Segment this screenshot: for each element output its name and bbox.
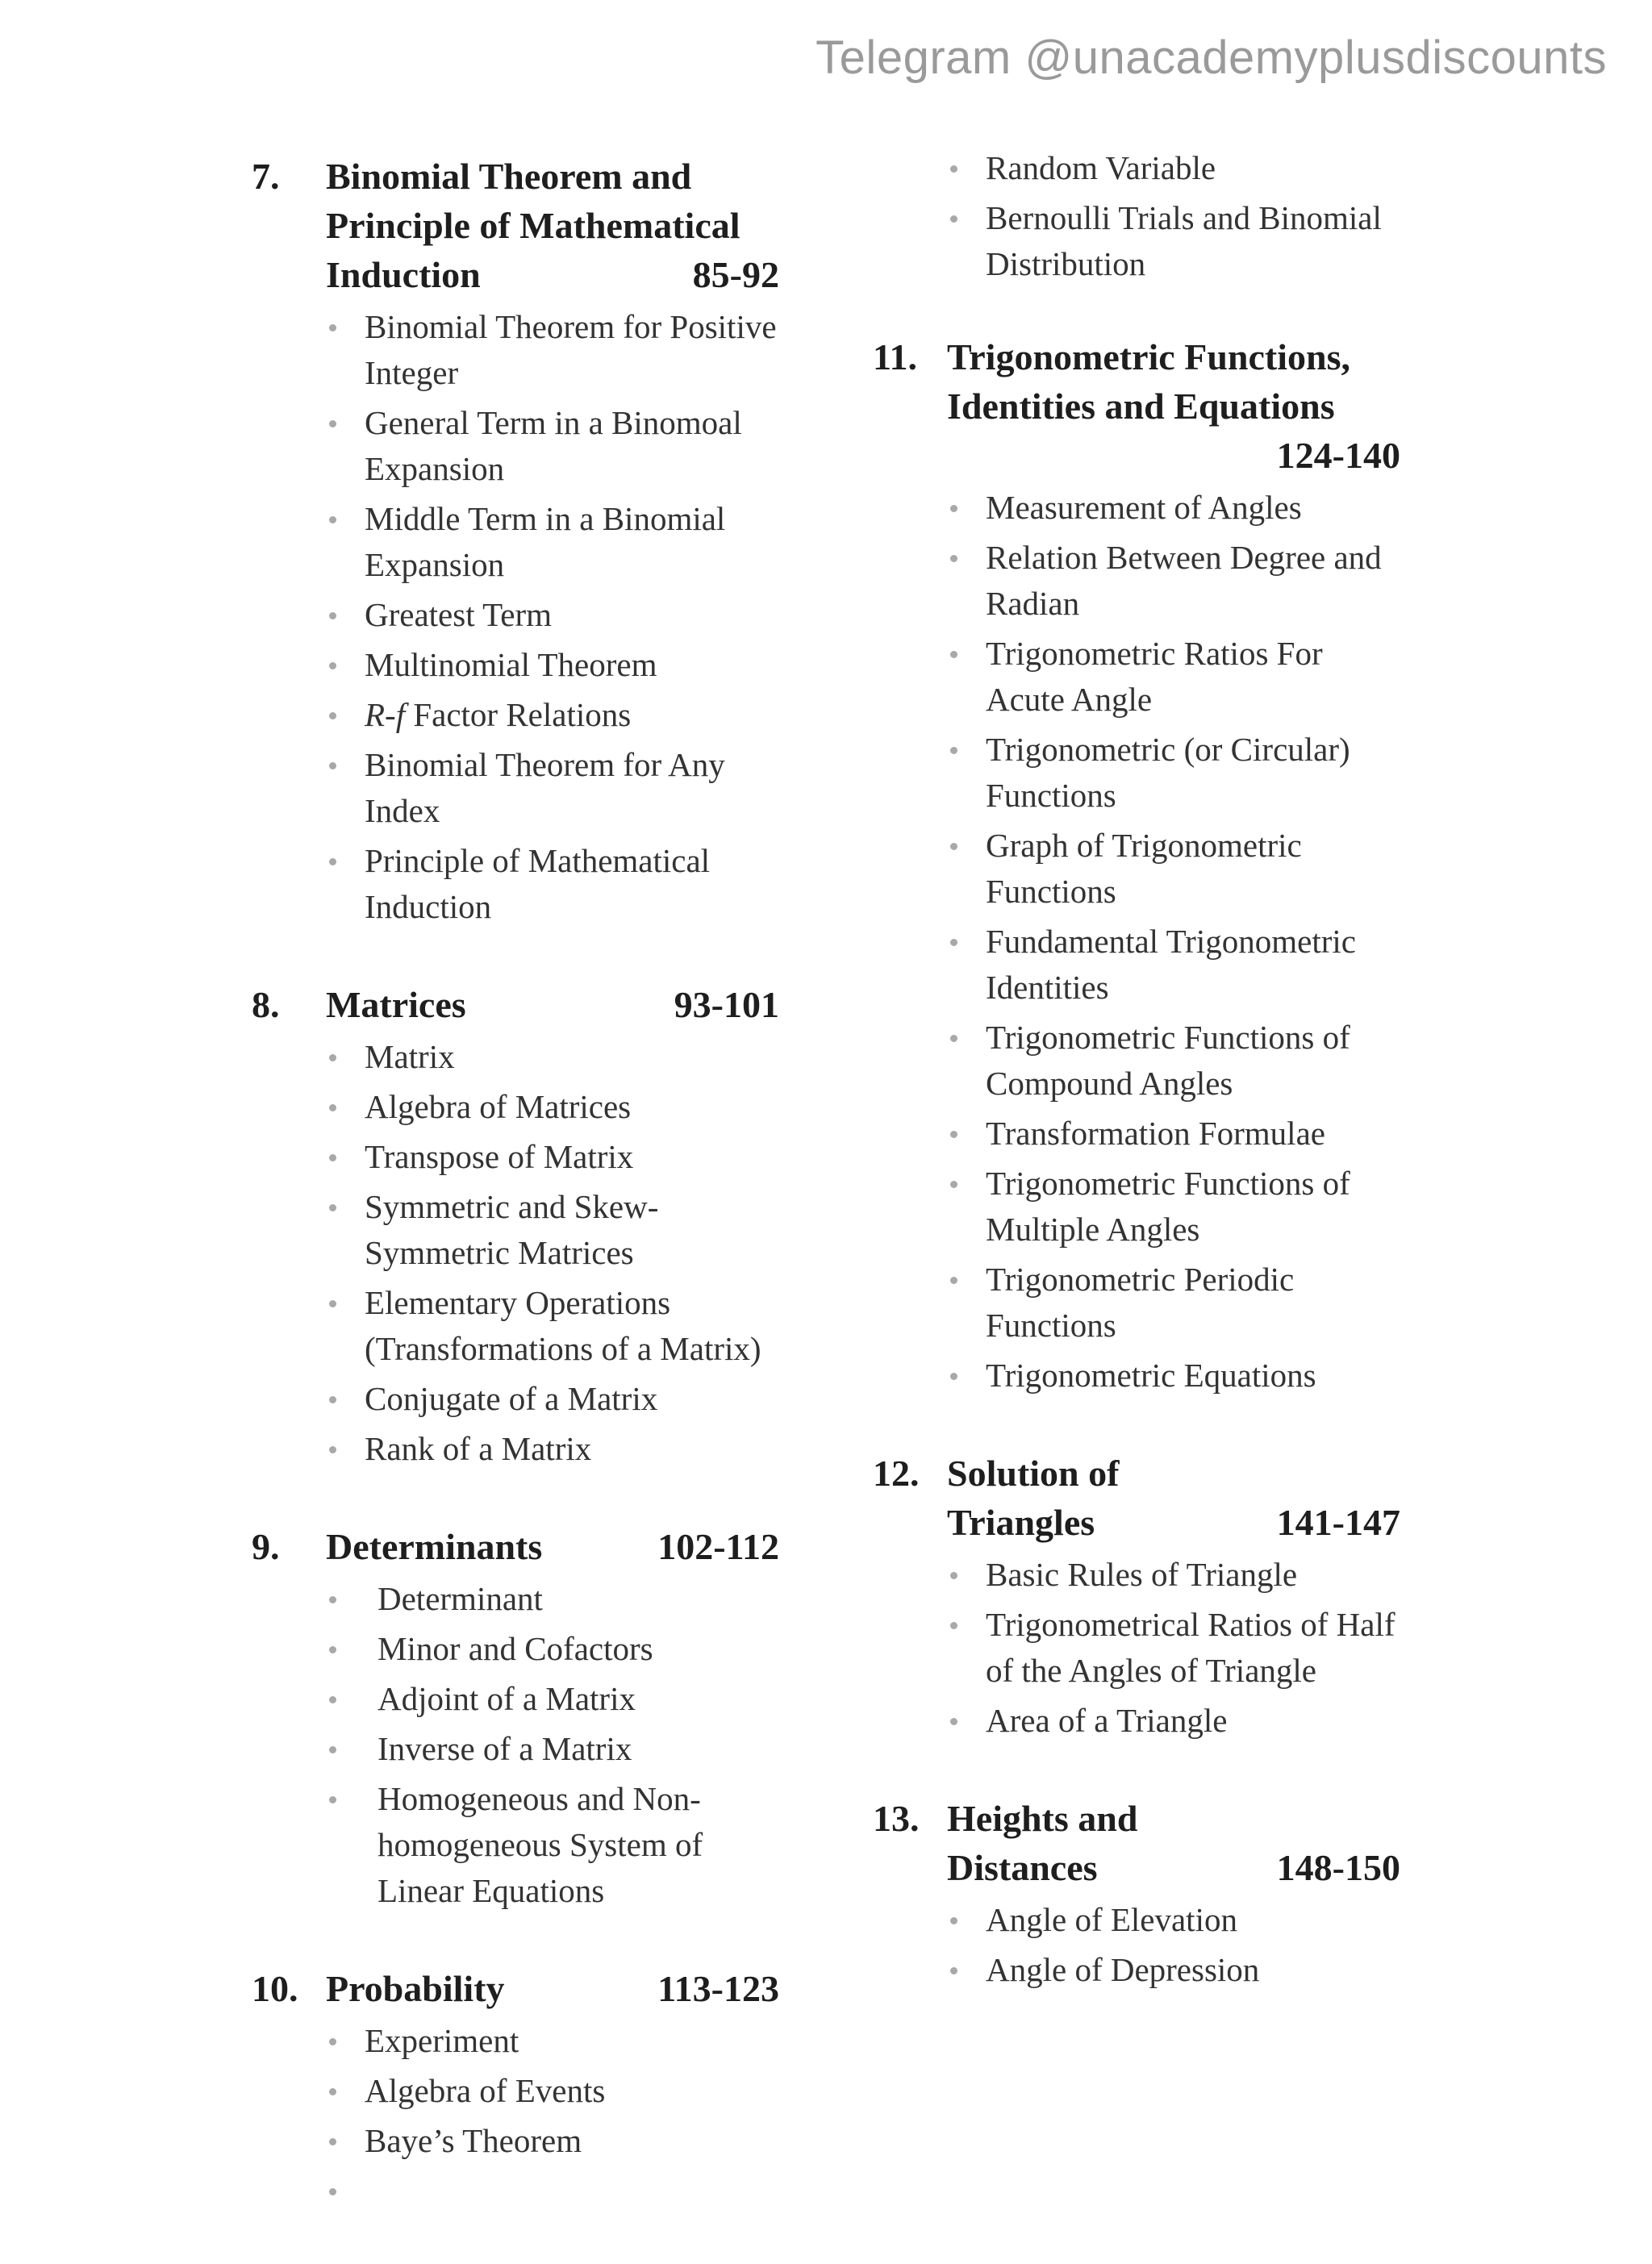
chapter-number: 9. <box>252 1526 280 1567</box>
chapter-number: 12. <box>873 1453 920 1494</box>
chapter-page-range: 148-150 <box>1276 1847 1400 1888</box>
topic-item: Multinomial Theorem <box>365 642 784 688</box>
left-column <box>252 152 784 2264</box>
chapter-heading <box>873 332 1405 480</box>
bullet-icon <box>329 420 336 427</box>
chapter-title-line: Matrices <box>326 984 466 1025</box>
bullet-icon <box>950 555 957 562</box>
topic-item: Graph of Trigonometric Functions <box>986 823 1405 915</box>
right-column <box>873 145 1405 2043</box>
topic-item: Trigonometric Ratios For Acute Angle <box>986 631 1405 723</box>
chapter-heading <box>252 152 784 299</box>
chapter-page-range: 85-92 <box>692 254 779 295</box>
chapter-title-line: Probability <box>326 1968 505 2009</box>
chapter-number: 13. <box>873 1798 920 1839</box>
bullet-icon <box>329 1396 336 1403</box>
topic-list <box>252 304 784 930</box>
topic-list <box>252 1034 784 1472</box>
chapter-number: 10. <box>252 1968 298 2009</box>
topic-item: Relation Between Degree and Radian <box>986 535 1405 627</box>
topic-item: Trigonometrical Ratios of Half of the Angles of Triangle <box>986 1602 1405 1694</box>
bullet-icon <box>950 843 957 850</box>
topic-item: Transformation Formulae <box>986 1111 1405 1157</box>
bullet-icon <box>329 1054 336 1061</box>
bullet-icon <box>329 1596 336 1603</box>
topic-item: Binomial Theorem for Any Index <box>365 742 784 834</box>
chapter-8 <box>252 980 784 1472</box>
topic-item: Measurement of Angles <box>986 485 1405 531</box>
bullet-icon <box>329 858 336 865</box>
topic-item: Experiment <box>365 2018 784 2064</box>
topic-item: Symmetric and Skew-Symmetric Matrices <box>365 1184 784 1276</box>
bullet-icon <box>950 1622 957 1629</box>
watermark-text: Telegram @unacademyplusdiscounts <box>816 31 1607 84</box>
topic-item: Principle of Mathematical Induction <box>365 838 784 930</box>
topic-list <box>252 1576 784 1914</box>
bullet-icon <box>950 1373 957 1380</box>
bullet-icon <box>950 1718 957 1725</box>
chapter-12 <box>873 1449 1405 1744</box>
topic-item: Baye’s Theorem <box>365 2118 784 2164</box>
chapter-title-line: Principle of Mathematical <box>326 205 740 246</box>
chapter-number: 11. <box>873 336 917 377</box>
chapter-number: 7. <box>252 156 280 197</box>
bullet-icon <box>329 762 336 769</box>
bullet-icon <box>950 165 957 173</box>
bullet-icon <box>329 1696 336 1703</box>
chapter-heading <box>252 1522 784 1571</box>
chapter-page-range: 124-140 <box>1276 435 1400 476</box>
chapter-title-line: Induction <box>326 254 481 295</box>
topic-item <box>365 2168 784 2214</box>
bullet-icon <box>329 1796 336 1803</box>
bullet-icon <box>329 1104 336 1111</box>
bullet-icon <box>329 516 336 523</box>
bullet-icon <box>950 215 957 223</box>
topic-item: Basic Rules of Triangle <box>986 1552 1405 1598</box>
bullet-icon <box>329 2088 336 2095</box>
bullet-icon <box>950 1917 957 1924</box>
chapter-title-line: Solution of <box>947 1453 1120 1494</box>
bullet-icon <box>329 612 336 619</box>
chapter-heading <box>873 1794 1405 1892</box>
bullet-icon <box>329 1646 336 1653</box>
chapter-number: 8. <box>252 984 280 1025</box>
topic-item: Trigonometric Periodic Functions <box>986 1257 1405 1349</box>
chapter-title-line: Determinants <box>326 1526 543 1567</box>
topic-item: Homogeneous and Non-homogeneous System of Linear Equations <box>378 1776 784 1914</box>
topic-item: Bernoulli Trials and Binomial Distribution <box>986 195 1405 287</box>
topic-item: Greatest Term <box>365 592 784 638</box>
topic-item: Transpose of Matrix <box>365 1134 784 1180</box>
chapter-page-range: 93-101 <box>674 984 779 1025</box>
bullet-icon <box>950 1131 957 1138</box>
bullet-icon <box>329 1446 336 1453</box>
bullet-icon <box>950 651 957 658</box>
chapter-title-line: Heights and <box>947 1798 1138 1839</box>
topic-item: General Term in a Binomoal Expansion <box>365 400 784 492</box>
topic-item: Trigonometric Equations <box>986 1353 1405 1399</box>
topic-item: Angle of Elevation <box>986 1897 1405 1943</box>
bullet-icon <box>950 1572 957 1579</box>
chapter-9 <box>252 1522 784 1914</box>
bullet-icon <box>950 1035 957 1042</box>
bullet-icon <box>950 1967 957 1974</box>
bullet-icon <box>950 1181 957 1188</box>
topic-item: Conjugate of a Matrix <box>365 1376 784 1422</box>
topic-item: Trigonometric (or Circular) Functions <box>986 727 1405 819</box>
topic-list <box>873 145 1405 287</box>
chapter-10 <box>252 1964 784 2214</box>
chapter-title-line: Binomial Theorem and <box>326 156 692 197</box>
bullet-icon <box>329 1204 336 1211</box>
topic-item: Algebra of Matrices <box>365 1084 784 1130</box>
bullet-icon <box>329 2188 336 2195</box>
topic-item: R-f Factor Relations <box>365 692 784 738</box>
topic-list <box>252 2018 784 2214</box>
chapter-heading <box>252 980 784 1029</box>
topic-item: Binomial Theorem for Positive Integer <box>365 304 784 396</box>
topic-list <box>873 485 1405 1399</box>
topic-item: Area of a Triangle <box>986 1698 1405 1744</box>
bullet-icon <box>950 505 957 512</box>
topic-item: Determinant <box>378 1576 784 1622</box>
bullet-icon <box>329 1154 336 1161</box>
bullet-icon <box>329 1300 336 1307</box>
topic-item: Fundamental Trigonometric Identities <box>986 919 1405 1011</box>
chapter-title-line: Identities and Equations <box>947 386 1335 427</box>
topic-list <box>873 1552 1405 1744</box>
chapter-10-continued <box>873 145 1405 287</box>
topic-list <box>873 1897 1405 1993</box>
bullet-icon <box>950 939 957 946</box>
topic-item: Random Variable <box>986 145 1405 191</box>
chapter-title-line: Trigonometric Functions, <box>947 336 1350 377</box>
topic-item: Trigonometric Functions of Multiple Angles <box>986 1161 1405 1253</box>
topic-item: Elementary Operations (Transformations of a Matrix) <box>365 1280 784 1372</box>
topic-item: Adjoint of a Matrix <box>378 1676 784 1722</box>
chapter-heading <box>252 1964 784 2013</box>
bullet-icon <box>329 662 336 669</box>
topic-item: Middle Term in a Binomial Expansion <box>365 496 784 588</box>
topic-item: Angle of Depression <box>986 1947 1405 1993</box>
bullet-icon <box>950 747 957 754</box>
chapter-heading <box>873 1449 1405 1547</box>
chapter-page-range: 141-147 <box>1276 1502 1400 1543</box>
topic-item: Algebra of Events <box>365 2068 784 2114</box>
chapter-title-line: Distances <box>947 1847 1098 1888</box>
bullet-icon <box>329 2138 336 2145</box>
bullet-icon <box>950 1277 957 1284</box>
topic-item: Inverse of a Matrix <box>378 1726 784 1772</box>
topic-item: Minor and Cofactors <box>378 1626 784 1672</box>
chapter-title-line: Triangles <box>947 1502 1095 1543</box>
chapter-13 <box>873 1794 1405 1993</box>
chapter-page-range: 113-123 <box>657 1968 779 2009</box>
bullet-icon <box>329 324 336 331</box>
chapter-11 <box>873 332 1405 1399</box>
chapter-page-range: 102-112 <box>657 1526 779 1567</box>
bullet-icon <box>329 1746 336 1753</box>
topic-item: Trigonometric Functions of Compound Angles <box>986 1015 1405 1107</box>
bullet-icon <box>329 712 336 719</box>
chapter-7 <box>252 152 784 930</box>
bullet-icon <box>329 2038 336 2045</box>
topic-item: Matrix <box>365 1034 784 1080</box>
topic-item: Rank of a Matrix <box>365 1426 784 1472</box>
